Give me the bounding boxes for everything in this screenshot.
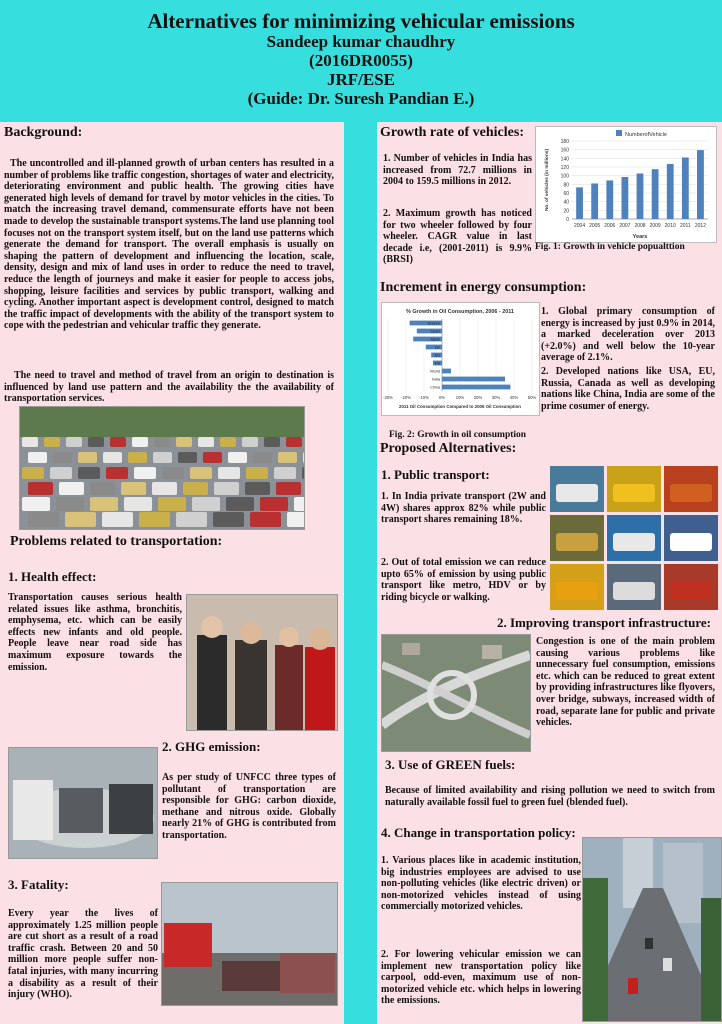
car-shape [264, 437, 280, 447]
category-label: EU [434, 353, 440, 358]
car-shape [110, 437, 126, 447]
car-shape [106, 467, 128, 479]
car-shape [303, 452, 304, 463]
car-shape [102, 512, 133, 527]
right-column [377, 122, 722, 1024]
car-shape [153, 452, 172, 463]
fig1-caption: Fig. 1: Growth in vehicle popualttion [535, 242, 685, 252]
category-label: UK [434, 345, 440, 350]
car-shape [245, 482, 270, 495]
policy-text-1: 1. Various places like in academic institution, big industries employees are advised to use non-polluting vehicles (like electric driven) or non-motorized vehicles instead of using commercially motorized vehicles. [381, 855, 581, 913]
car-shape [22, 467, 44, 479]
background-heading: Background: [4, 125, 83, 140]
energy-text-2: 2. Developed nations like USA, EU, Russia, Canada as well as developing nations like China, India are some of the prime cosumer of energy. [541, 366, 715, 412]
poster-title: Alternatives for minimizing vehicular emissions [147, 9, 575, 33]
car-shape [53, 452, 72, 463]
green-fuel-heading: 3. Use of GREEN fuels: [385, 757, 516, 772]
bar [591, 183, 598, 219]
car-shape [78, 467, 100, 479]
y-tick-label: 180 [560, 139, 569, 145]
x-tick-label: 2012 [694, 223, 707, 229]
category-label: World [430, 369, 440, 374]
bar [697, 150, 704, 219]
y-tick-label: 80 [563, 182, 569, 189]
problems-heading: Problems related to transportation: [10, 534, 223, 549]
car-shape [226, 497, 254, 511]
car-shape [198, 437, 214, 447]
car-shape [28, 452, 47, 463]
bar [606, 180, 613, 219]
x-tick-label: 30% [491, 395, 501, 400]
bar [442, 385, 510, 390]
x-tick-label: 2005 [589, 223, 601, 229]
vehicle-shape [670, 533, 712, 551]
car-shape [154, 437, 170, 447]
car-shape [44, 437, 60, 447]
vehicle-shape [556, 582, 598, 600]
car-shape [152, 482, 177, 495]
x-tick-label: 0% [438, 395, 446, 400]
car-shape [56, 497, 84, 511]
x-tick-label: 2006 [604, 223, 616, 229]
car-shape [192, 497, 220, 511]
car-shape [220, 437, 236, 447]
x-tick-label: 2011 [679, 223, 691, 229]
x-tick-label: -20% [401, 395, 411, 400]
x-axis-label: 2011 Oil Consumption Compared to 2006 Oil Consumption [399, 404, 521, 409]
vehicle-shape [556, 484, 598, 502]
author-position: JRF/ESE [326, 70, 396, 89]
flyover-photo [381, 634, 531, 752]
background-para-1: The uncontrolled and ill-planned growth of urban centers has resulted in a number of problems like traffic congestion, shortages of water and electricity, deteriorating environment and public health. The growing cities have generated high levels of demand for travel by motor vehicles in the cities. To match the increasing travel demand, commensurate efforts have not been made to develop the sustainable transport systems.The land use planning tool focuses not on the transport system itself, but on the land use patterns which generate the demand for transport. The overall emphasis is usually on shaping the pattern of development and influencing the location, scale, density, design and mix of land uses in order to reduce the need to travel, reduce the length of journeys and make it easier for people to access jobs, shopping, leisure facilities and services by public transport, walking and cycling. Another important aspect is development control, designed to match the traffic impact of developments with the ability of the transport system to cope with the pedestrian and vehicular traffic they generate. [4, 158, 334, 332]
car-shape [246, 467, 268, 479]
x-tick-label: 2007 [619, 223, 631, 229]
chart-title: % Growth in Oil Consumption, 2006 - 2011 [406, 309, 514, 315]
ghg-heading: 2. GHG emission: [162, 739, 261, 754]
car-shape [121, 482, 146, 495]
car-shape [22, 497, 50, 511]
bar [682, 157, 689, 219]
fatality-text: Every year the lives of approximately 1.25 million people are cut short as a result of a road traffic crash. Between 20 and 50 million more people suffer non-fatal injuries, with many incurring a disability as a result of their injury (WHO). [8, 908, 158, 1001]
vehicle-shape [613, 582, 655, 600]
policy-text-2: 2. For lowering vehicular emission we can implement new transportation policy like carpool, odd-even, maximum use of non-motorized vehicle etc. which helps in lowering the emissions. [381, 949, 581, 1007]
exhaust-smoke-photo [8, 747, 158, 859]
x-tick-label: 2009 [649, 223, 661, 229]
car-shape [294, 497, 304, 511]
car-shape [103, 452, 122, 463]
vehicle-shape [670, 484, 712, 502]
x-tick-label: 2004 [573, 223, 586, 229]
category-label: Japan [429, 337, 440, 342]
bar [442, 377, 505, 382]
car-shape [65, 512, 96, 527]
bar [442, 369, 451, 374]
public-transport-heading: 1. Public transport: [381, 467, 490, 482]
health-heading: 1. Health effect: [8, 569, 97, 584]
car-shape [242, 437, 258, 447]
car-shape [22, 437, 38, 447]
car-shape [176, 437, 192, 447]
road-crash-photo [161, 882, 338, 1006]
car-shape [176, 512, 207, 527]
fig2-caption: Fig. 2: Growth in oil consumption [389, 430, 527, 440]
y-tick-label: 100 [560, 173, 569, 180]
growth-text-2: 2. Maximum growth has noticed for two wheeler followed by four wheeler. CAGR value in last decade i.e, (2001-2011) is 9.9% (BRSI) [383, 208, 532, 266]
y-tick-label: 20 [563, 208, 569, 215]
y-axis-label: No. of vehicles (in millions) [545, 148, 550, 212]
y-tick-label: 160 [560, 147, 569, 154]
car-shape [203, 452, 222, 463]
car-shape [28, 512, 59, 527]
left-column [0, 122, 344, 1024]
public-transport-text-2: 2. Out of total emission we can reduce upto 65% of emission by using public transport like metro, HDV or by riding bicycle or walking. [381, 557, 546, 603]
car-shape [132, 437, 148, 447]
car-shape [218, 467, 240, 479]
traffic-jam-photo [19, 406, 305, 530]
x-tick-label: -30% [383, 395, 393, 400]
vehicle-growth-chart [535, 126, 717, 243]
category-label: China [430, 385, 440, 390]
car-shape [124, 497, 152, 511]
legend-label: NumberofVehicle [625, 132, 667, 138]
growth-text-1: 1. Number of vehicles in India has increased from 72.7 millions in 2004 to 159.5 millions in 2012. [383, 153, 532, 188]
car-shape [90, 482, 115, 495]
car-shape [228, 452, 247, 463]
car-shape [50, 467, 72, 479]
category-label: Spain [430, 329, 440, 334]
bar [621, 177, 628, 219]
policy-heading: 4. Change in transportation policy: [381, 825, 576, 840]
x-tick-label: 40% [509, 395, 519, 400]
guide-name: (Guide: Dr. Suresh Pandian E.) [247, 89, 475, 108]
car-shape [139, 512, 170, 527]
poster-header [0, 0, 722, 122]
ghg-text: As per study of UNFCC three types of pollutant of transportation are responsible for GHG: carbon dioxide, methane and nitrous oxide. Globally nearly 21% of GHG is contributed from transportation. [162, 772, 336, 841]
bar [576, 187, 583, 219]
car-shape [274, 467, 296, 479]
infrastructure-heading: 2. Improving transport infrastructure: [497, 615, 712, 630]
car-shape [214, 482, 239, 495]
car-shape [66, 437, 82, 447]
car-shape [260, 497, 288, 511]
car-shape [78, 452, 97, 463]
y-tick-label: 60 [563, 191, 569, 197]
car-shape [28, 482, 53, 495]
y-tick-label: 0 [566, 217, 569, 223]
car-shape [178, 452, 197, 463]
legend-swatch [616, 130, 622, 136]
car-shape [128, 452, 147, 463]
fatality-heading: 3. Fatality: [8, 877, 69, 892]
car-shape [59, 482, 84, 495]
car-shape [286, 437, 302, 447]
roll-number: (2016DR0055) [309, 51, 413, 70]
x-tick-label: 10% [455, 395, 465, 400]
car-shape [162, 467, 184, 479]
infrastructure-text: Congestion is one of the main problem causing various problems like unnecessary fuel consumption, emissions etc. which can be reduced to great extent by providing infrastructures like flyovers, over bridge, subways, increased width of road, separate lane for public and private vehicles. [536, 636, 715, 729]
green-fuel-text: Because of limited availability and rising pollution we need to switch from naturally available fossil fuel to green fuel (blended fuel). [385, 785, 715, 808]
bar [637, 174, 644, 220]
energy-text-1: 1. Global primary consumption of energy is increased by just 0.9% in 2014, a marked deceleration over 2013 (+2.0%) and well below the 10-year average of 2.1%. [541, 306, 715, 364]
x-tick-label: 2010 [664, 223, 676, 229]
bar [667, 164, 674, 219]
x-axis-label: Years [632, 234, 648, 240]
background-para-2: The need to travel and method of travel from an origin to destination is influenced by land use pattern and the availability the the availability of transportation services. [4, 370, 334, 405]
car-shape [134, 467, 156, 479]
oil-consumption-chart [381, 302, 540, 416]
growth-heading: Growth rate of vehicles: [380, 125, 524, 140]
highway-photo [582, 837, 722, 1022]
car-shape [88, 437, 104, 447]
car-shape [253, 452, 272, 463]
car-shape [158, 497, 186, 511]
x-tick-label: 2008 [634, 223, 646, 229]
car-shape [276, 482, 301, 495]
car-shape [183, 482, 208, 495]
vehicle-shape [556, 533, 598, 551]
car-shape [190, 467, 212, 479]
author-name: Sandeep kumar chaudhry [266, 32, 456, 51]
bar [652, 169, 659, 219]
public-transport-text-1: 1. In India private transport (2W and 4W) shares approx 82% while public transport shares remaining 18%. [381, 491, 546, 526]
car-shape [250, 512, 281, 527]
car-shape [302, 467, 304, 479]
car-shape [278, 452, 297, 463]
category-label: India [431, 377, 440, 382]
category-label: US [434, 361, 440, 366]
car-shape [287, 512, 304, 527]
public-transport-photos [550, 466, 718, 612]
vehicle-shape [613, 484, 655, 502]
vehicle-shape [613, 533, 655, 551]
proposed-heading: Proposed Alternatives: [380, 441, 517, 456]
x-tick-label: 20% [473, 395, 483, 400]
y-tick-label: 140 [560, 156, 569, 163]
x-tick-label: -10% [419, 395, 429, 400]
health-text: Transportation causes serious health related issues like asthma, bronchitis, emphysema, etc. which can be easily effects new infants and old people. People leave near road side has maximum exposure towards the emission. [8, 592, 182, 673]
car-shape [213, 512, 244, 527]
x-tick-label: 50% [527, 395, 537, 400]
y-tick-label: 120 [560, 165, 569, 171]
y-tick-label: 40 [563, 199, 569, 206]
vehicle-shape [670, 582, 712, 600]
pollution-masks-photo [186, 594, 338, 731]
energy-heading: Increment in energy consumption: [380, 280, 587, 295]
category-label: Greece [427, 321, 440, 326]
car-shape [90, 497, 118, 511]
